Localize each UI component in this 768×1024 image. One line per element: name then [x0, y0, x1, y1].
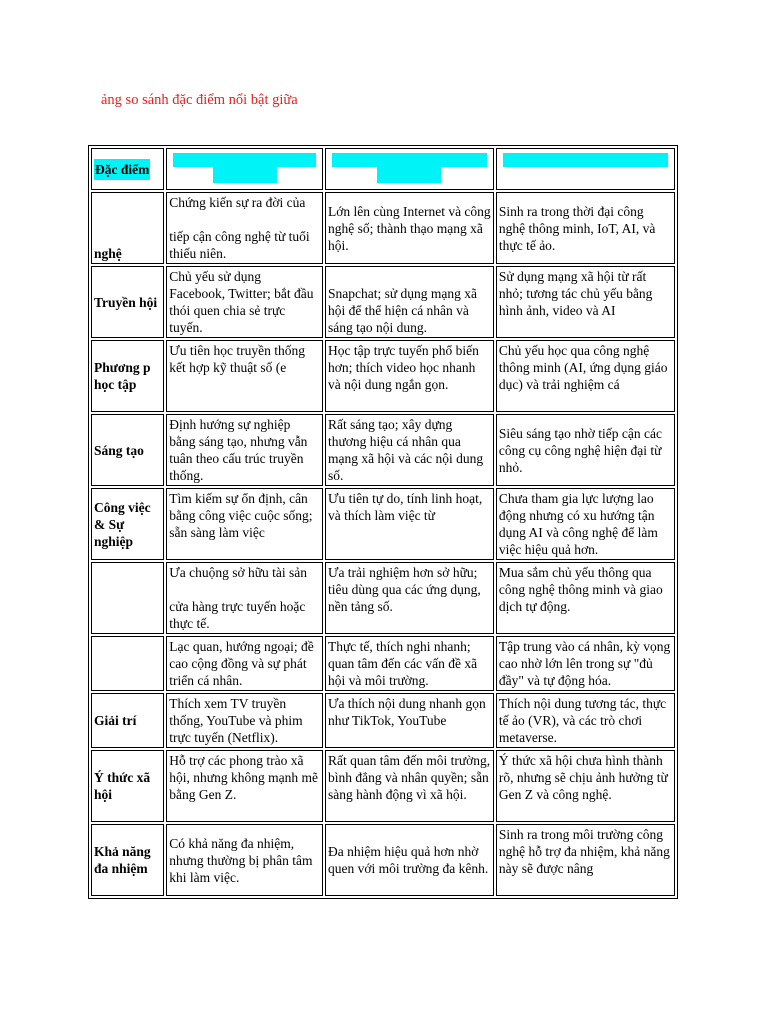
cell-col3 — [496, 562, 675, 634]
cell-col2 — [325, 693, 494, 748]
cell-text: Thích xem TV truyền thống, YouTube và phim trực tuyến (Netflix). — [169, 696, 303, 745]
row-label: Công việc & Sự nghiệp — [91, 488, 164, 560]
cell-col3 — [496, 824, 675, 896]
cell-col2 — [325, 192, 494, 264]
cell-col3 — [496, 340, 675, 412]
header-generation-2-cell — [325, 148, 494, 190]
table-row — [91, 192, 675, 264]
row-label — [91, 562, 164, 634]
cell-text: Tập trung vào cá nhân, kỳ vọng cao nhờ lớn lên trong sự "đủ đầy" và tự động hóa. — [498, 639, 671, 688]
cell-col3 — [496, 636, 675, 691]
cell-col1 — [166, 636, 323, 691]
cell-col1 — [166, 750, 323, 822]
row-label: Khả năng đa nhiệm — [91, 824, 164, 896]
cell-text: Có khả năng đa nhiệm, nhưng thường bị phân tâm khi làm việc. — [169, 835, 313, 885]
row-label: Ý thức xã hội — [91, 750, 164, 822]
row-label: Truyền hội — [91, 266, 164, 338]
cell-col2 — [325, 266, 494, 338]
cell-col2 — [325, 340, 494, 412]
cell-col1 — [166, 266, 323, 338]
cell-text: Sinh ra trong thời đại công nghệ thông minh, IoT, AI, và thực tế ảo. — [498, 203, 656, 253]
cell-col1 — [166, 824, 323, 896]
cell-text: Chưa tham gia lực lượng lao động nhưng có xu hướng tận dụng AI và công nghệ để làm việc hiệu quả hơn. — [498, 491, 658, 557]
cell-text: Chủ yếu sử dụng Facebook, Twitter; bắt đầu thói quen chia sẻ trực tuyến. — [169, 269, 314, 335]
header-highlight-tab — [377, 167, 441, 183]
table-row — [91, 414, 675, 486]
cell-text: Rất quan tâm đến môi trường, bình đẳng và nhân quyền; sẵn sàng hành động vì xã hội. — [327, 753, 491, 802]
cell-text: Chứng kiến sự ra đời của — [169, 195, 306, 210]
header-generation-1-cell — [166, 148, 323, 190]
table-row — [91, 824, 675, 896]
table-row — [91, 266, 675, 338]
cell-text — [169, 211, 320, 228]
cell-text: Sử dụng mạng xã hội từ rất nhỏ; tương tác chủ yếu bằng hình ảnh, video và AI — [498, 269, 653, 318]
cell-col3 — [496, 266, 675, 338]
cell-text: Ưu tiên tự do, tính linh hoạt, và thích làm việc từ — [327, 491, 483, 523]
cell-text: Tìm kiếm sự ổn định, cân bằng công việc cuộc sống; sẵn sàng làm việc — [169, 491, 313, 540]
cell-text: Ưa chuộng sở hữu tài sản — [169, 565, 308, 580]
cell-col1 — [166, 340, 323, 412]
cell-text: Ưu tiên học truyền thống kết hợp kỹ thuật số (e — [169, 343, 305, 375]
cell-text: Thực tế, thích nghi nhanh; quan tâm đến các vấn đề xã hội và môi trường. — [327, 639, 478, 688]
cell-col2 — [325, 636, 494, 691]
cell-col1 — [166, 562, 323, 634]
cell-col1 — [166, 488, 323, 560]
document-title: ảng so sánh đặc điểm nổi bật giữa — [101, 92, 298, 108]
cell-col2 — [325, 414, 494, 486]
cell-text: Thích nội dung tương tác, thực tế ảo (VR), và các trò chơi metaverse. — [498, 696, 667, 745]
cell-col3 — [496, 750, 675, 822]
cell-text: Siêu sáng tạo nhờ tiếp cận các công cụ công nghệ hiện đại từ nhỏ. — [498, 425, 662, 475]
row-label: Phương p học tập — [91, 340, 164, 412]
cell-col2 — [325, 750, 494, 822]
cell-text: tiếp cận công nghệ từ tuổi thiếu niên. — [169, 229, 310, 261]
cell-text: Ưa thích nội dung nhanh gọn như TikTok, YouTube — [327, 696, 486, 728]
cell-text: cửa hàng trực tuyến hoặc thực tế. — [169, 599, 306, 631]
cell-text: Ý thức xã hội chưa hình thành rõ, nhưng sẽ chịu ảnh hưởng từ Gen Z và công nghệ. — [498, 753, 668, 802]
cell-col1 — [166, 693, 323, 748]
table-row — [91, 636, 675, 691]
row-label: Giải trí — [91, 693, 164, 748]
table-row — [91, 750, 675, 822]
cell-col2 — [325, 824, 494, 896]
row-label: nghệ — [91, 192, 164, 264]
cell-text: Ưa trải nghiệm hơn sở hữu; tiêu dùng qua các ứng dụng, nền tảng số. — [327, 565, 481, 614]
cell-text: Snapchat; sử dụng mạng xã hội để thể hiện cá nhân và sáng tạo nội dung. — [327, 286, 478, 335]
cell-col1 — [166, 192, 323, 264]
cell-text: Rất sáng tạo; xây dựng thương hiệu cá nhân qua mạng xã hội và các nội dung số. — [327, 417, 484, 483]
cell-text: Lớn lên cùng Internet và công nghệ số; thành thạo mạng xã hội. — [327, 203, 491, 253]
header-highlight-bar — [503, 153, 668, 167]
cell-text — [169, 581, 320, 598]
cell-text: Học tập trực tuyến phổ biến hơn; thích video học nhanh và nội dung ngắn gọn. — [327, 343, 479, 392]
comparison-table — [88, 145, 678, 899]
header-feature-label: Đặc điểm — [94, 159, 150, 180]
cell-col3 — [496, 414, 675, 486]
cell-text: Mua sắm chủ yếu thông qua công nghệ thông minh và giao dịch tự động. — [498, 565, 663, 614]
cell-col3 — [496, 488, 675, 560]
header-highlight-bar — [173, 153, 316, 167]
table-row — [91, 693, 675, 748]
row-label — [91, 636, 164, 691]
cell-col1 — [166, 414, 323, 486]
cell-text: Chủ yếu học qua công nghệ thông minh (AI, ứng dụng giáo dục) và trải nghiệm cá — [498, 343, 668, 392]
cell-text: Định hướng sự nghiệp bằng sáng tạo, nhưng vẫn tuân theo cấu trúc truyền thống. — [169, 417, 308, 483]
table-row — [91, 562, 675, 634]
cell-text: Lạc quan, hướng ngoại; đề cao cộng đồng và sự phát triển cá nhân. — [169, 639, 314, 688]
cell-col2 — [325, 488, 494, 560]
header-generation-3-cell — [496, 148, 675, 190]
header-highlight-bar — [332, 153, 487, 167]
cell-col3 — [496, 693, 675, 748]
header-highlight-tab — [213, 167, 277, 183]
header-feature-cell — [91, 148, 164, 190]
cell-text: Hỗ trợ các phong trào xã hội, nhưng không mạnh mẽ bằng Gen Z. — [169, 753, 318, 802]
cell-col3 — [496, 192, 675, 264]
table-header-row — [91, 148, 675, 190]
row-label: Sáng tạo — [91, 414, 164, 486]
cell-text: Đa nhiệm hiệu quả hơn nhờ quen với môi trường đa kênh. — [327, 844, 489, 876]
cell-text: Sinh ra trong môi trường công nghệ hỗ trợ đa nhiệm, khả năng này sẽ được nâng — [498, 827, 670, 876]
cell-col2 — [325, 562, 494, 634]
table-row — [91, 340, 675, 412]
table-row — [91, 488, 675, 560]
